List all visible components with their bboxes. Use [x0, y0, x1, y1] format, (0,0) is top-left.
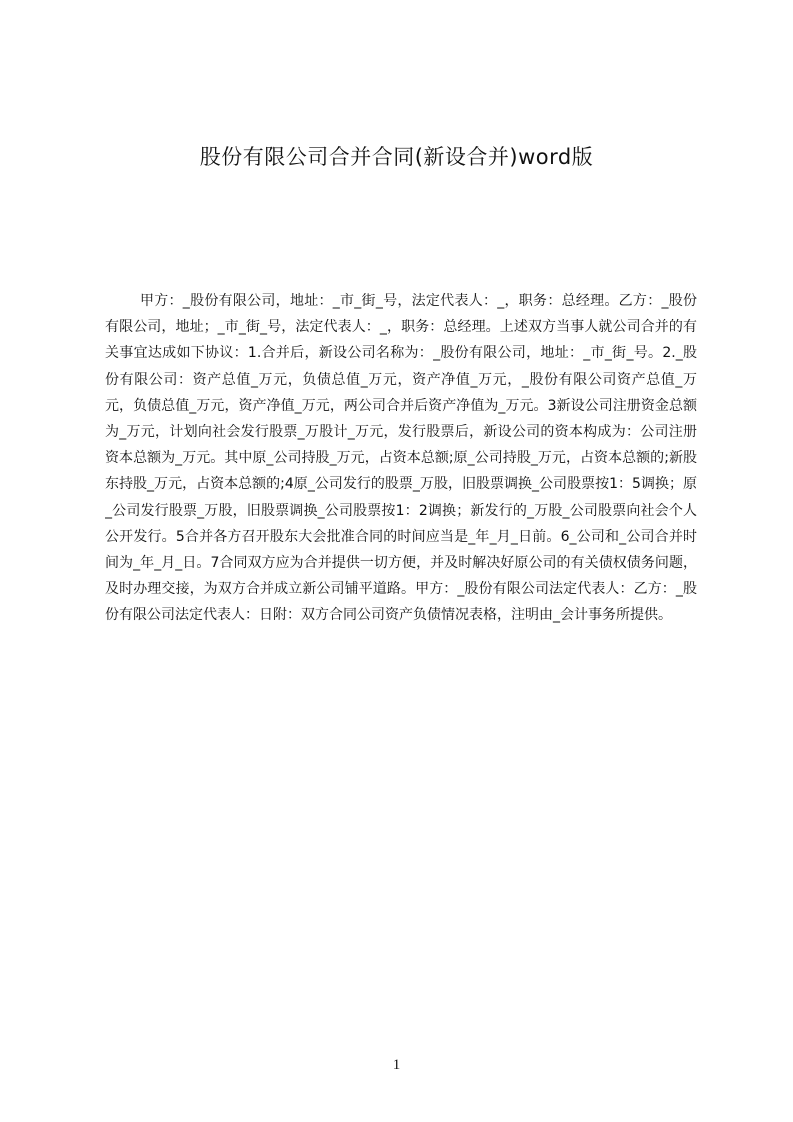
page-number: 1 [392, 1057, 401, 1073]
document-body [105, 288, 697, 629]
document-title: 股份有限公司合并合同(新设合并)word版 [199, 145, 594, 169]
contract-paragraph: 甲方：_股份有限公司，地址：_市_街_号，法定代表人：_，职务：总经理。乙方：_股份有限公司，地址；_市_街_号，法定代表人：_，职务：总经理。上述双方当事人就公司合并的有关事宜达成如下协议：1.合并后，新设公司名称为：_股份有限公司，地址：_市_街_号。2._股份有限公司：资产总值_万元，负债总值_万元，资产净值_万元，_股份有限公司资产总值_万元，负债总值_万元，资产净值_万元，两公司合并后资产净值为_万元。3新设公司注册资金总额为_万元，计划向社会发行股票_万股计_万元，发行股票后，新设公司的资本构成为：公司注册资本总额为_万元。其中原_公司持股_万元，占资本总额;原_公司持股_万元，占资本总额的;新股东持股_万元，占资本总额的;4原_公司发行的股票_万股，旧股票调换_公司股票按1：5调换；原_公司发行股票_万股，旧股票调换_公司股票按1：2调换；新发行的_万股_公司股票向社会个人公开发行。5合并各方召开股东大会批准合同的时间应当是_年_月_日前。6_公司和_公司合并时间为_年_月_日。7合同双方应为合并提供一切方便，并及时解决好原公司的有关债权债务问题，及时办理交接，为双方合并成立新公司铺平道路。甲方：_股份有限公司法定代表人：乙方：_股份有限公司法定代表人：日附：双方合同公司资产负债情况表格，注明由_会计事务所提供。 [105, 293, 697, 624]
